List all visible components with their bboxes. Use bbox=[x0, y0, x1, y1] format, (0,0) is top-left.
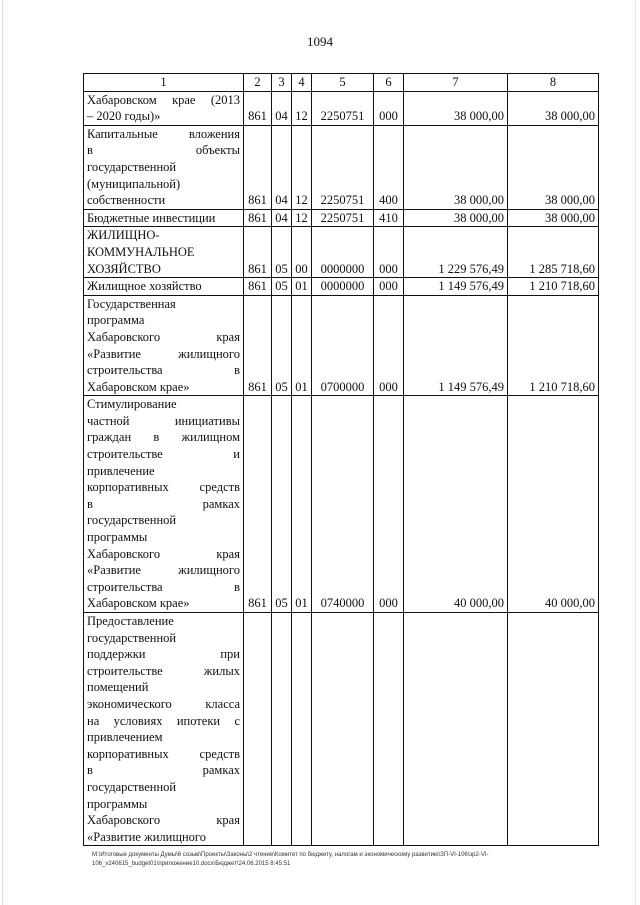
row-name-line: Государственная bbox=[87, 296, 176, 311]
target-article-cell: 2250751 bbox=[312, 91, 374, 125]
row-name-line: программы bbox=[87, 796, 148, 811]
ministry-code-cell: 861 bbox=[244, 227, 272, 278]
subsection-code-cell bbox=[292, 613, 312, 846]
amount-2016-cell: 1 149 576,49 bbox=[404, 295, 508, 396]
section-code-cell: 05 bbox=[272, 278, 292, 296]
row-name-line: «Развитие жилищного bbox=[87, 829, 206, 844]
subsection-code-cell: 12 bbox=[292, 91, 312, 125]
section-code-cell: 04 bbox=[272, 91, 292, 125]
row-name-line: Хабаровского края bbox=[87, 329, 240, 344]
table-row bbox=[84, 209, 599, 227]
amount-2017-cell: 40 000,00 bbox=[508, 396, 599, 613]
row-name-line: Хабаровском крае (2013 bbox=[87, 92, 240, 107]
target-article-cell: 0700000 bbox=[312, 295, 374, 396]
subsection-code-cell: 12 bbox=[292, 209, 312, 227]
subsection-code-cell: 01 bbox=[292, 396, 312, 613]
target-article-cell: 2250751 bbox=[312, 125, 374, 209]
expense-type-cell: 000 bbox=[374, 227, 404, 278]
row-name-line: (муниципальной) bbox=[87, 176, 181, 191]
expense-type-cell: 000 bbox=[374, 278, 404, 296]
subsection-code-cell: 01 bbox=[292, 295, 312, 396]
row-name-line: Хабаровском крае» bbox=[87, 379, 190, 394]
amount-2016-cell: 1 229 576,49 bbox=[404, 227, 508, 278]
scan-edge-left bbox=[2, 0, 3, 905]
header-cell-2: 2 bbox=[244, 74, 272, 92]
amount-2017-cell: 1 285 718,60 bbox=[508, 227, 599, 278]
expense-type-cell: 400 bbox=[374, 125, 404, 209]
header-cell-5: 5 bbox=[312, 74, 374, 92]
row-name-cell bbox=[84, 209, 244, 227]
section-code-cell: 04 bbox=[272, 209, 292, 227]
ministry-code-cell bbox=[244, 613, 272, 846]
header-cell-3: 3 bbox=[272, 74, 292, 92]
row-name-line: экономического класса bbox=[87, 696, 240, 711]
row-name-cell bbox=[84, 125, 244, 209]
row-name-line: помещений bbox=[87, 680, 149, 695]
row-name-line: Хабаровского края bbox=[87, 546, 240, 561]
table-row bbox=[84, 125, 599, 209]
ministry-code-cell: 861 bbox=[244, 396, 272, 613]
row-name-line: в рамках bbox=[87, 763, 240, 778]
target-article-cell: 0740000 bbox=[312, 396, 374, 613]
header-cell-8: 8 bbox=[508, 74, 599, 92]
row-name-line: корпоративных средств bbox=[87, 746, 240, 761]
row-name-line: привлечение bbox=[87, 463, 155, 478]
row-name-line: корпоративных средств bbox=[87, 480, 240, 495]
header-cell-1: 1 bbox=[84, 74, 244, 92]
row-name-line: Жилищное хозяйство bbox=[87, 279, 202, 294]
target-article-cell: 2250751 bbox=[312, 209, 374, 227]
row-name-cell bbox=[84, 295, 244, 396]
row-name-line: привлечением bbox=[87, 730, 163, 745]
row-name-line: Бюджетные инвестиции bbox=[87, 210, 216, 225]
row-name-line: программы bbox=[87, 530, 148, 545]
row-name-line: собственности bbox=[87, 193, 166, 208]
row-name-line: ХОЗЯЙСТВО bbox=[87, 261, 161, 276]
page-number: 1094 bbox=[307, 34, 333, 49]
amount-2017-cell: 1 210 718,60 bbox=[508, 295, 599, 396]
expense-type-cell: 000 bbox=[374, 91, 404, 125]
row-name-line: Хабаровском крае» bbox=[87, 596, 190, 611]
row-name-line: в объекты bbox=[87, 143, 240, 158]
subsection-code-cell: 00 bbox=[292, 227, 312, 278]
section-code-cell: 05 bbox=[272, 227, 292, 278]
footer-line-1: М:\Итоговые документы Думы\6 созыв\Проекты\Законы\2 чтение\Комитет по бюджету, налогам и экономическому развитию\ЗП-VI-106\зр2-VI- bbox=[92, 852, 489, 858]
amount-2017-cell bbox=[508, 613, 599, 846]
row-name-line: «Развитие жилищного bbox=[87, 563, 240, 578]
table-row bbox=[84, 91, 599, 125]
row-name-cell bbox=[84, 396, 244, 613]
section-code-cell bbox=[272, 613, 292, 846]
row-name-line: государственной bbox=[87, 159, 177, 174]
subsection-code-cell: 01 bbox=[292, 278, 312, 296]
amount-2016-cell: 38 000,00 bbox=[404, 209, 508, 227]
expense-type-cell bbox=[374, 613, 404, 846]
target-article-cell bbox=[312, 613, 374, 846]
row-name-cell bbox=[84, 227, 244, 278]
table-row bbox=[84, 396, 599, 613]
row-name-cell bbox=[84, 91, 244, 125]
subsection-code-cell: 12 bbox=[292, 125, 312, 209]
row-name-line: строительства в bbox=[87, 579, 240, 594]
section-code-cell: 05 bbox=[272, 396, 292, 613]
row-name-line: государственной bbox=[87, 513, 177, 528]
row-name-line: строительстве и bbox=[87, 447, 240, 462]
expense-type-cell: 000 bbox=[374, 295, 404, 396]
table-row bbox=[84, 613, 599, 846]
target-article-cell: 0000000 bbox=[312, 278, 374, 296]
amount-2016-cell: 38 000,00 bbox=[404, 91, 508, 125]
row-name-line: Капитальные вложения bbox=[87, 126, 240, 141]
row-name-line: программа bbox=[87, 313, 145, 328]
row-name-line: Хабаровского края bbox=[87, 813, 240, 828]
amount-2017-cell: 1 210 718,60 bbox=[508, 278, 599, 296]
header-cell-4: 4 bbox=[292, 74, 312, 92]
footer-line-2: 106_v240615_budget01\приложение10.docx\Бюджет\24.06.2015 8:45:51 bbox=[92, 861, 291, 867]
scan-edge-right bbox=[635, 0, 636, 905]
row-name-line: строительстве жилых bbox=[87, 663, 240, 678]
table-row bbox=[84, 227, 599, 278]
table-row bbox=[84, 295, 599, 396]
row-name-line: государственной bbox=[87, 779, 177, 794]
header-cell-6: 6 bbox=[374, 74, 404, 92]
amount-2017-cell: 38 000,00 bbox=[508, 125, 599, 209]
row-name-line: КОММУНАЛЬНОЕ bbox=[87, 244, 195, 259]
budget-table bbox=[83, 73, 599, 846]
row-name-line: Стимулирование bbox=[87, 397, 177, 412]
amount-2017-cell: 38 000,00 bbox=[508, 91, 599, 125]
row-name-line: Предоставление bbox=[87, 614, 174, 628]
ministry-code-cell: 861 bbox=[244, 91, 272, 125]
ministry-code-cell: 861 bbox=[244, 295, 272, 396]
row-name-line: в рамках bbox=[87, 496, 240, 511]
amount-2016-cell: 40 000,00 bbox=[404, 396, 508, 613]
row-name-line: «Развитие жилищного bbox=[87, 346, 240, 361]
row-name-line: строительства в bbox=[87, 363, 240, 378]
amount-2016-cell bbox=[404, 613, 508, 846]
row-name-line: граждан в жилищном bbox=[87, 430, 240, 445]
table-header-row bbox=[84, 74, 599, 92]
section-code-cell: 04 bbox=[272, 125, 292, 209]
expense-type-cell: 000 bbox=[374, 396, 404, 613]
target-article-cell: 0000000 bbox=[312, 227, 374, 278]
ministry-code-cell: 861 bbox=[244, 209, 272, 227]
row-name-line: – 2020 годы)» bbox=[87, 109, 161, 124]
ministry-code-cell: 861 bbox=[244, 278, 272, 296]
row-name-line: частной инициативы bbox=[87, 413, 240, 428]
row-name-line: поддержки при bbox=[87, 647, 240, 662]
section-code-cell: 05 bbox=[272, 295, 292, 396]
amount-2016-cell: 38 000,00 bbox=[404, 125, 508, 209]
row-name-line: ЖИЛИЩНО- bbox=[87, 228, 160, 243]
table-row bbox=[84, 278, 599, 296]
amount-2017-cell: 38 000,00 bbox=[508, 209, 599, 227]
header-cell-7: 7 bbox=[404, 74, 508, 92]
document-path-footer bbox=[92, 851, 612, 869]
ministry-code-cell: 861 bbox=[244, 125, 272, 209]
row-name-cell bbox=[84, 278, 244, 296]
amount-2016-cell: 1 149 576,49 bbox=[404, 278, 508, 296]
row-name-line: на условиях ипотеки с bbox=[87, 713, 240, 728]
row-name-cell bbox=[84, 613, 244, 846]
expense-type-cell: 410 bbox=[374, 209, 404, 227]
row-name-line: государственной bbox=[87, 630, 177, 645]
budget-table-body bbox=[84, 74, 599, 846]
